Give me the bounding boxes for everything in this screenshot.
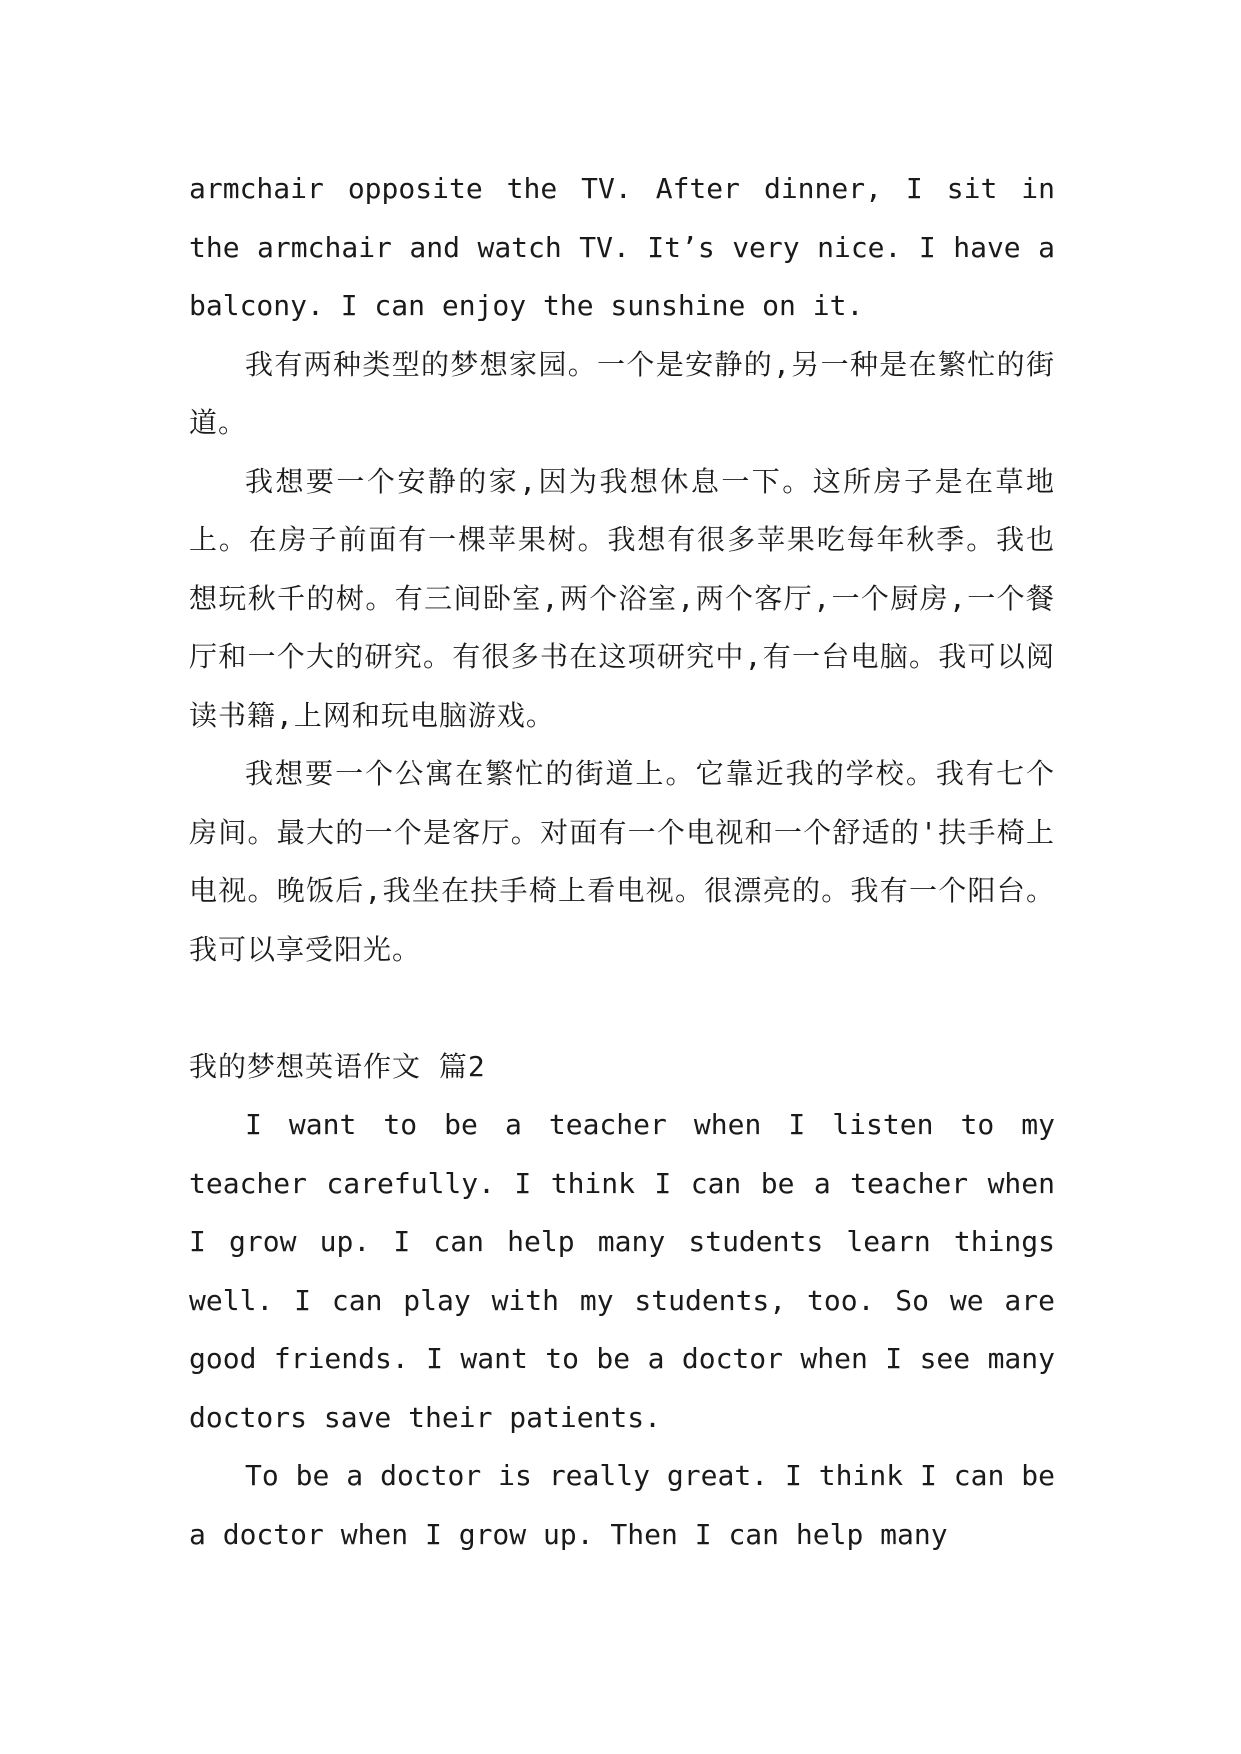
paragraph-english-1: I want to be a teacher when I listen to my teacher carefully. I think I can be a teacher when I grow up. I can help many students learn things well. I can play with my students, too. So we are good friends. I want to be a doctor when I see many doctors save their patients. <box>189 1108 1055 1434</box>
paragraph-chinese-2: 我想要一个安静的家,因为我想休息一下。这所房子是在草地上。在房子前面有一棵苹果树。我想有很多苹果吃每年秋季。我也想玩秋千的树。有三间卧室,两个浴室,两个客厅,一个厨房,一个餐厅和一个大的研究。有很多书在这项研究中,有一台电脑。我可以阅读书籍,上网和玩电脑游戏。 <box>189 464 1055 732</box>
section-spacer <box>189 979 1055 1038</box>
paragraph-english-continued: armchair opposite the TV. After dinner, I sit in the armchair and watch TV. It’s very nice. I have a balcony. I can enjoy the sunshine on it. <box>189 172 1055 322</box>
document-page <box>189 160 1055 1564</box>
paragraph-chinese-3: 我想要一个公寓在繁忙的街道上。它靠近我的学校。我有七个房间。最大的一个是客厅。对面有一个电视和一个舒适的'扶手椅上电视。晚饭后,我坐在扶手椅上看电视。很漂亮的。我有一个阳台。我可以享受阳光。 <box>189 757 1055 966</box>
paragraph-english-2: To be a doctor is really great. I think I can be a doctor when I grow up. Then I can help many <box>189 1459 1055 1551</box>
section-heading: 我的梦想英语作文 篇2 <box>189 1049 486 1083</box>
paragraph-chinese-1: 我有两种类型的梦想家园。一个是安静的,另一种是在繁忙的街道。 <box>189 347 1055 439</box>
